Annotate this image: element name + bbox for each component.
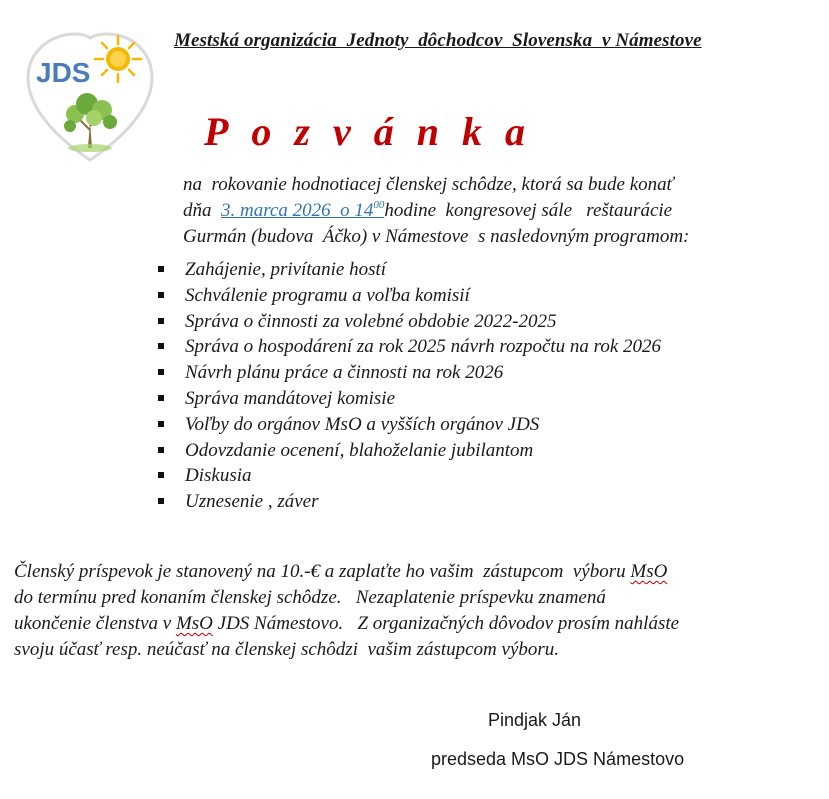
intro-line-3: Gurmán (budova Áčko) v Námestove s nasledovným programom: (183, 226, 690, 247)
bullet-icon (158, 472, 164, 478)
fee-line-3-mso: MsO (175, 613, 213, 634)
bullet-icon (158, 343, 164, 349)
bullet-icon (158, 318, 164, 324)
bullet-icon (158, 421, 164, 427)
bullet-icon (158, 292, 164, 298)
bullet-icon (158, 369, 164, 375)
program-item (155, 463, 661, 489)
organization-header: Mestská organizácia Jednoty dôchodcov Slovenska v Námestove (174, 30, 702, 51)
program-item (155, 334, 661, 360)
bullet-icon (158, 266, 164, 272)
program-item-text: Schválenie programu a voľba komisií (185, 284, 470, 306)
program-item-text: Správa o činnosti za volebné obdobie 2022-2025 (185, 310, 557, 332)
program-item-text: Správa o hospodárení za rok 2025 návrh rozpočtu na rok 2026 (185, 336, 662, 358)
program-item-text: Odovzdanie ocenení, blahoželanie jubilantom (185, 439, 534, 461)
invitation-title: Pozvánka (204, 109, 548, 154)
program-item-text: Návrh plánu práce a činnosti na rok 2026 (185, 362, 504, 384)
sun-icon (95, 36, 141, 82)
fee-line-1-mso: MsO (630, 561, 668, 582)
meeting-date[interactable]: 3. marca 2026 o 14 (221, 200, 374, 221)
fee-line-3-start: ukončenie členstva v (14, 613, 176, 634)
program-item (155, 412, 661, 438)
meeting-date-link[interactable] (221, 200, 384, 221)
jds-logo-graphic (20, 30, 160, 165)
program-item (155, 489, 661, 515)
logo-text: JDS (36, 57, 91, 88)
fee-line-4: svoju účasť resp. neúčasť na členskej schôdzi vašim zástupcom výboru. (14, 639, 560, 660)
program-item (155, 438, 661, 464)
fee-line-3-end: JDS Námestovo. Z organizačných dôvodov prosím nahláste (212, 613, 680, 634)
program-item-text: Diskusia (185, 465, 252, 487)
fee-line-1: Členský príspevok je stanovený na 10.-€ a zaplaťte ho vašim zástupcom výboru (14, 561, 631, 582)
jds-logo (20, 30, 160, 165)
signature-role: predseda MsO JDS Námestovo (431, 749, 685, 769)
program-item-text: Správa mandátovej komisie (185, 387, 396, 409)
bullet-icon (158, 447, 164, 453)
meeting-time-superscript[interactable]: 00 (373, 199, 385, 211)
program-list (155, 257, 661, 515)
program-item-text: Zahájenie, privítanie hostí (185, 259, 387, 280)
signature-name: Pindjak Ján (488, 710, 582, 730)
program-item-text: Voľby do orgánov MsO a vyšších orgánov JDS (185, 413, 540, 435)
program-item (155, 309, 661, 335)
intro-line-2-suffix: hodine kongresovej sále reštaurácie (384, 200, 673, 221)
program-item (155, 283, 661, 309)
membership-fee-paragraph (14, 559, 679, 663)
program-item (155, 386, 661, 412)
bullet-icon (158, 395, 164, 401)
fee-line-2: do termínu pred konaním členskej schôdze. Nezaplatenie príspevku znamená (14, 587, 606, 608)
intro-line-2-prefix: dňa (183, 200, 221, 221)
program-item (155, 257, 661, 283)
program-item-text: Uznesenie , záver (185, 491, 319, 513)
intro-line-1: na rokovanie hodnotiacej členskej schôdze, ktorá sa bude konať (183, 174, 674, 195)
program-item (155, 360, 661, 386)
bullet-icon (158, 498, 164, 504)
intro-paragraph (183, 172, 689, 250)
